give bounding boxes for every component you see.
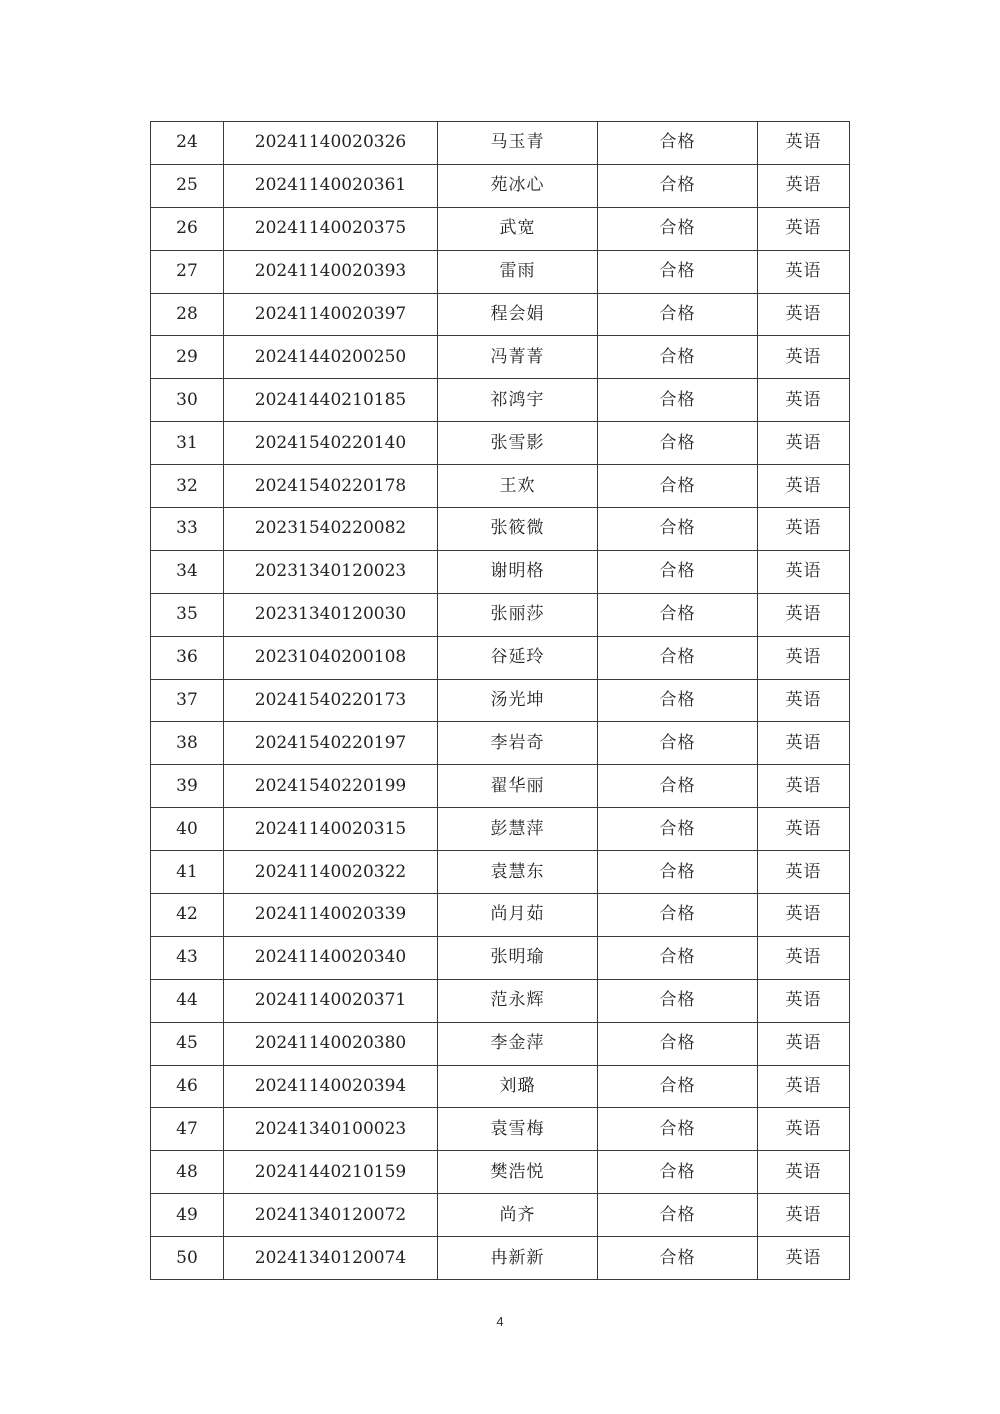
candidate-name: 冯菁菁 — [438, 336, 598, 379]
table-row — [151, 379, 850, 422]
table-row — [151, 465, 850, 508]
row-number: 48 — [151, 1151, 224, 1194]
candidate-id: 20231340120030 — [224, 593, 438, 636]
row-number: 28 — [151, 293, 224, 336]
result-status: 合格 — [598, 936, 758, 979]
row-number: 29 — [151, 336, 224, 379]
candidate-name: 袁雪梅 — [438, 1108, 598, 1151]
candidate-name: 袁慧东 — [438, 851, 598, 894]
table-row — [151, 1151, 850, 1194]
row-number: 41 — [151, 851, 224, 894]
row-number: 33 — [151, 508, 224, 551]
candidate-id: 20231340120023 — [224, 550, 438, 593]
result-status: 合格 — [598, 550, 758, 593]
candidate-name: 张丽莎 — [438, 593, 598, 636]
table-row — [151, 1022, 850, 1065]
candidate-name: 尚齐 — [438, 1194, 598, 1237]
subject: 英语 — [758, 808, 850, 851]
result-status: 合格 — [598, 1194, 758, 1237]
candidate-name: 樊浩悦 — [438, 1151, 598, 1194]
row-number: 34 — [151, 550, 224, 593]
subject: 英语 — [758, 1108, 850, 1151]
candidate-name: 谢明格 — [438, 550, 598, 593]
subject: 英语 — [758, 1022, 850, 1065]
candidate-name: 武宽 — [438, 207, 598, 250]
result-status: 合格 — [598, 722, 758, 765]
candidate-id: 20241140020371 — [224, 979, 438, 1022]
row-number: 44 — [151, 979, 224, 1022]
result-status: 合格 — [598, 164, 758, 207]
candidate-name: 彭慧萍 — [438, 808, 598, 851]
result-status: 合格 — [598, 379, 758, 422]
result-status: 合格 — [598, 679, 758, 722]
candidate-name: 李金萍 — [438, 1022, 598, 1065]
page-number: 4 — [496, 1314, 504, 1329]
table-row — [151, 1237, 850, 1280]
result-status: 合格 — [598, 593, 758, 636]
subject: 英语 — [758, 1237, 850, 1280]
row-number: 32 — [151, 465, 224, 508]
table-row — [151, 1065, 850, 1108]
candidate-id: 20241540220140 — [224, 422, 438, 465]
candidate-id: 20241140020322 — [224, 851, 438, 894]
subject: 英语 — [758, 293, 850, 336]
row-number: 46 — [151, 1065, 224, 1108]
candidate-name: 张筱微 — [438, 508, 598, 551]
table-row — [151, 808, 850, 851]
candidate-name: 苑冰心 — [438, 164, 598, 207]
result-status: 合格 — [598, 808, 758, 851]
subject: 英语 — [758, 422, 850, 465]
result-status: 合格 — [598, 336, 758, 379]
table-row — [151, 508, 850, 551]
table-row — [151, 765, 850, 808]
candidate-id: 20241540220199 — [224, 765, 438, 808]
candidate-id: 20241140020339 — [224, 894, 438, 937]
results-table-body — [151, 122, 850, 1280]
candidate-id: 20241140020340 — [224, 936, 438, 979]
subject: 英语 — [758, 636, 850, 679]
candidate-name: 雷雨 — [438, 250, 598, 293]
result-status: 合格 — [598, 465, 758, 508]
table-row — [151, 679, 850, 722]
table-row — [151, 164, 850, 207]
table-row — [151, 636, 850, 679]
candidate-name: 翟华丽 — [438, 765, 598, 808]
candidate-id: 20241440210185 — [224, 379, 438, 422]
row-number: 25 — [151, 164, 224, 207]
row-number: 39 — [151, 765, 224, 808]
candidate-id: 20241540220178 — [224, 465, 438, 508]
candidate-name: 范永辉 — [438, 979, 598, 1022]
candidate-id: 20241140020397 — [224, 293, 438, 336]
candidate-name: 谷延玲 — [438, 636, 598, 679]
row-number: 31 — [151, 422, 224, 465]
subject: 英语 — [758, 722, 850, 765]
row-number: 43 — [151, 936, 224, 979]
subject: 英语 — [758, 679, 850, 722]
result-status: 合格 — [598, 1151, 758, 1194]
result-status: 合格 — [598, 894, 758, 937]
candidate-name: 程会娟 — [438, 293, 598, 336]
candidate-id: 20241140020393 — [224, 250, 438, 293]
table-row — [151, 122, 850, 165]
candidate-id: 20241140020315 — [224, 808, 438, 851]
candidate-id: 20241340120074 — [224, 1237, 438, 1280]
subject: 英语 — [758, 508, 850, 551]
result-status: 合格 — [598, 422, 758, 465]
subject: 英语 — [758, 979, 850, 1022]
candidate-name: 祁鸿宇 — [438, 379, 598, 422]
candidate-name: 尚月茹 — [438, 894, 598, 937]
subject: 英语 — [758, 593, 850, 636]
row-number: 45 — [151, 1022, 224, 1065]
result-status: 合格 — [598, 250, 758, 293]
results-table — [150, 121, 850, 1280]
candidate-id: 20241440210159 — [224, 1151, 438, 1194]
candidate-id: 20241140020361 — [224, 164, 438, 207]
table-row — [151, 1194, 850, 1237]
candidate-id: 20241140020375 — [224, 207, 438, 250]
subject: 英语 — [758, 894, 850, 937]
row-number: 40 — [151, 808, 224, 851]
table-row — [151, 336, 850, 379]
row-number: 42 — [151, 894, 224, 937]
row-number: 38 — [151, 722, 224, 765]
table-row — [151, 250, 850, 293]
candidate-id: 20241340100023 — [224, 1108, 438, 1151]
result-status: 合格 — [598, 1022, 758, 1065]
subject: 英语 — [758, 1194, 850, 1237]
table-row — [151, 722, 850, 765]
subject: 英语 — [758, 164, 850, 207]
table-row — [151, 422, 850, 465]
subject: 英语 — [758, 336, 850, 379]
row-number: 50 — [151, 1237, 224, 1280]
row-number: 37 — [151, 679, 224, 722]
subject: 英语 — [758, 851, 850, 894]
candidate-name: 刘璐 — [438, 1065, 598, 1108]
candidate-id: 20241540220197 — [224, 722, 438, 765]
table-row — [151, 979, 850, 1022]
table-row — [151, 894, 850, 937]
subject: 英语 — [758, 765, 850, 808]
result-status: 合格 — [598, 293, 758, 336]
subject: 英语 — [758, 379, 850, 422]
row-number: 49 — [151, 1194, 224, 1237]
result-status: 合格 — [598, 1237, 758, 1280]
subject: 英语 — [758, 207, 850, 250]
candidate-name: 冉新新 — [438, 1237, 598, 1280]
table-row — [151, 550, 850, 593]
table-row — [151, 936, 850, 979]
table-row — [151, 593, 850, 636]
result-status: 合格 — [598, 122, 758, 165]
result-status: 合格 — [598, 508, 758, 551]
candidate-name: 李岩奇 — [438, 722, 598, 765]
candidate-id: 20241140020394 — [224, 1065, 438, 1108]
subject: 英语 — [758, 1065, 850, 1108]
candidate-name: 张雪影 — [438, 422, 598, 465]
subject: 英语 — [758, 465, 850, 508]
result-status: 合格 — [598, 765, 758, 808]
subject: 英语 — [758, 936, 850, 979]
result-status: 合格 — [598, 636, 758, 679]
candidate-name: 王欢 — [438, 465, 598, 508]
candidate-id: 20231540220082 — [224, 508, 438, 551]
candidate-id: 20231040200108 — [224, 636, 438, 679]
result-status: 合格 — [598, 207, 758, 250]
candidate-name: 马玉青 — [438, 122, 598, 165]
result-status: 合格 — [598, 1108, 758, 1151]
candidate-id: 20241140020380 — [224, 1022, 438, 1065]
row-number: 26 — [151, 207, 224, 250]
result-status: 合格 — [598, 979, 758, 1022]
candidate-id: 20241440200250 — [224, 336, 438, 379]
candidate-id: 20241140020326 — [224, 122, 438, 165]
row-number: 24 — [151, 122, 224, 165]
row-number: 47 — [151, 1108, 224, 1151]
candidate-id: 20241340120072 — [224, 1194, 438, 1237]
candidate-name: 汤光坤 — [438, 679, 598, 722]
subject: 英语 — [758, 250, 850, 293]
candidate-name: 张明瑜 — [438, 936, 598, 979]
result-status: 合格 — [598, 1065, 758, 1108]
row-number: 30 — [151, 379, 224, 422]
row-number: 35 — [151, 593, 224, 636]
candidate-id: 20241540220173 — [224, 679, 438, 722]
table-row — [151, 293, 850, 336]
result-status: 合格 — [598, 851, 758, 894]
table-row — [151, 1108, 850, 1151]
subject: 英语 — [758, 122, 850, 165]
subject: 英语 — [758, 550, 850, 593]
subject: 英语 — [758, 1151, 850, 1194]
table-row — [151, 851, 850, 894]
table-row — [151, 207, 850, 250]
row-number: 36 — [151, 636, 224, 679]
row-number: 27 — [151, 250, 224, 293]
